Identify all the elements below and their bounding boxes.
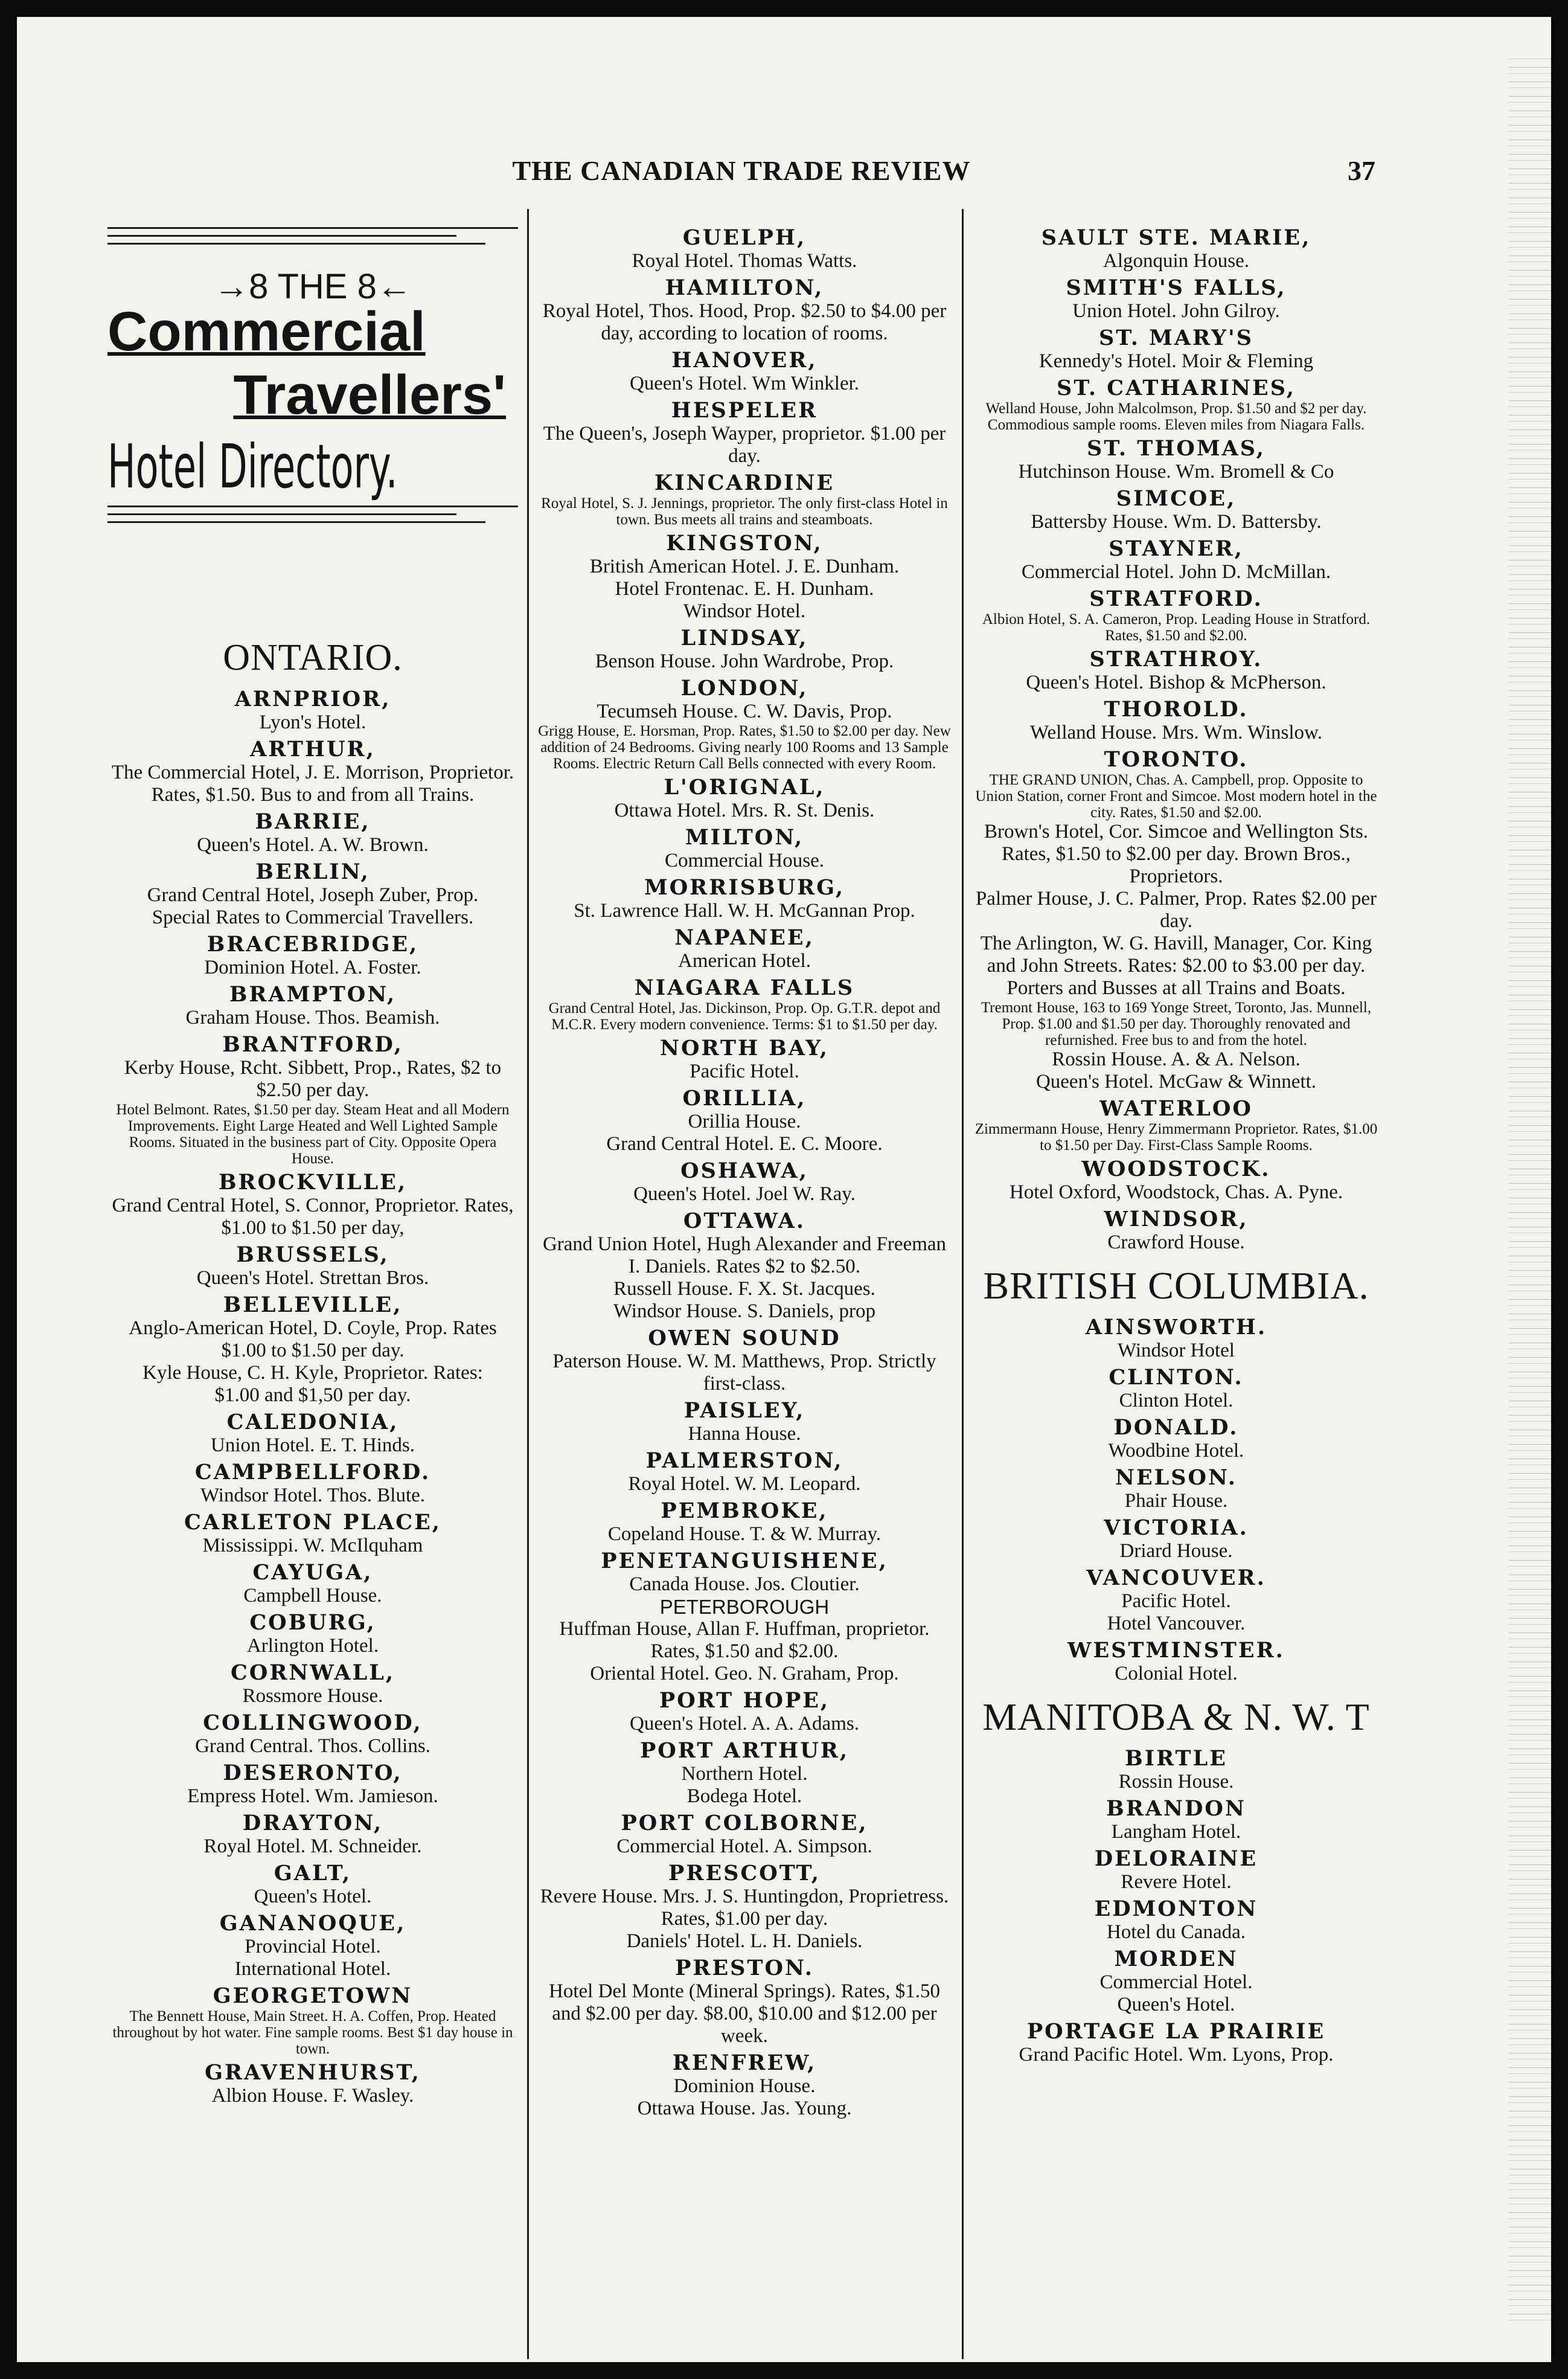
town-heading: CARLETON PLACE, [184, 1510, 441, 1535]
hotel-listing: Hotel Vancouver. [1107, 1613, 1246, 1634]
directory-entry [107, 1761, 518, 1808]
directory-entry [107, 1033, 518, 1102]
hotel-listing: Kerby House, Rcht. Sibbett, Prop., Rates, $2 to $2.50 per day. [124, 1057, 502, 1101]
banner-travellers: Travellers' [233, 364, 506, 426]
hotel-listing: $1.00 and $1,50 per day. [214, 1384, 411, 1406]
hotel-listing: Daniels' Hotel. L. H. Daniels. [626, 1930, 863, 1952]
town-heading: CAMPBELLFORD. [194, 1460, 431, 1485]
hotel-listing: Mississippi. W. McIlquham [202, 1535, 423, 1556]
town-heading: L'ORIGNAL, [664, 775, 825, 800]
hotel-listing: Empress Hotel. Wm. Jamieson. [187, 1785, 438, 1807]
directory-entry [971, 1639, 1381, 1685]
hotel-listing: Crawford House. [1107, 1231, 1245, 1253]
directory-entry [107, 933, 518, 979]
hotel-advert: Grand Central Hotel, Jas. Dickinson, Prop. Op. G.T.R. depot and M.C.R. Every modern convenience. Terms: $1 to $1.50 per day. [548, 1000, 941, 1033]
hotel-listing: Dominion House. [673, 2075, 816, 2097]
directory-entry [536, 276, 953, 345]
town-heading: MORRISBURG, [644, 875, 845, 900]
directory-entry [971, 376, 1381, 433]
directory-entry [971, 587, 1381, 644]
town-heading: GANANOQUE, [219, 1911, 406, 1936]
hotel-listing: Benson House. John Wardrobe, Prop. [595, 650, 894, 672]
town-heading: ARTHUR, [250, 737, 376, 762]
hotel-listing: Queen's Hotel. [1117, 1994, 1235, 2015]
hotel-listing: Rossin House. [1118, 1771, 1234, 1793]
town-heading: GRAVENHURST, [205, 2060, 421, 2085]
hotel-listing: Commercial Hotel. John D. McMillan. [1021, 561, 1331, 583]
hotel-listing: Revere Hotel. [1121, 1871, 1232, 1893]
town-heading: OSHAWA, [680, 1158, 808, 1183]
directory-entry [971, 326, 1381, 373]
directory-entry [107, 1170, 518, 1239]
town-heading: VICTORIA. [1104, 1515, 1249, 1540]
hotel-advert: Tremont House, 163 to 169 Yonge Street, Toronto, Jas. Munnell, Prop. $1.00 and $1.50 per day. Thoroughly renovated and refurnished. Free bus to and from the hotel. [981, 1000, 1372, 1048]
hotel-listing: Algonquin House. [1103, 250, 1249, 272]
directory-entry [971, 1847, 1381, 1893]
directory-entry [536, 399, 953, 467]
hotel-advert: The Bennett House, Main Street. H. A. Coffen, Prop. Heated throughout by hot water. Fine sample rooms. Best $1 day house in town. [112, 2008, 513, 2057]
directory-entry [536, 1209, 953, 1323]
page-header [107, 155, 1375, 191]
directory-entry [971, 1366, 1381, 1412]
directory-entry [971, 1071, 1381, 1093]
hotel-listing: Woodbine Hotel. [1108, 1440, 1244, 1462]
town-heading: CAYUGA, [252, 1560, 373, 1585]
directory-entry [536, 876, 953, 922]
directory-entry [536, 348, 953, 395]
hotel-listing: Royal Hotel, Thos. Hood, Prop. $2.50 to $4.00 per day, according to location of rooms. [542, 300, 947, 344]
hotel-listing: Revere House. Mrs. J. S. Huntingdon, Proprietress. Rates, $1.00 per day. [540, 1886, 949, 1930]
town-heading: AINSWORTH. [1085, 1315, 1267, 1340]
town-heading: CALEDONIA, [226, 1410, 399, 1434]
hotel-listing: Commercial House. [665, 850, 824, 872]
town-heading: DELORAINE [1094, 1846, 1258, 1871]
town-heading: WOODSTOCK. [1081, 1157, 1271, 1181]
hotel-listing: Kyle House, C. H. Kyle, Proprietor. Rates: [142, 1362, 483, 1384]
town-heading: NAPANEE, [674, 925, 814, 950]
hotel-listing: Windsor Hotel. Thos. Blute. [200, 1485, 426, 1506]
town-heading: ST. MARY'S [1098, 326, 1254, 350]
directory-entry [971, 226, 1381, 272]
hotel-advert: Albion Hotel, S. A. Cameron, Prop. Leading House in Stratford. Rates, $1.50 and $2.00. [982, 611, 1371, 644]
directory-entry [971, 1157, 1381, 1204]
column-divider [527, 209, 529, 2359]
hotel-listing: Hotel du Canada. [1106, 1921, 1246, 1943]
binding-edge [1509, 53, 1551, 2326]
column-3 [971, 222, 1381, 2066]
town-heading: PORT HOPE, [659, 1688, 830, 1713]
town-heading: ARNPRIOR, [234, 687, 391, 711]
hotel-listing: Hotel Oxford, Woodstock, Chas. A. Pyne. [1009, 1181, 1343, 1203]
hotel-listing: Royal Hotel. W. M. Leopard. [628, 1473, 861, 1495]
directory-entry [971, 647, 1381, 694]
directory-entry [536, 626, 953, 673]
directory-banner [107, 227, 518, 626]
hotel-listing: Rossmore House. [242, 1685, 383, 1707]
hotel-listing: Campbell House. [243, 1585, 382, 1607]
hotel-listing: Brown's Hotel, Cor. Simcoe and Wellington Sts. Rates, $1.50 to $2.00 per day. Brown Bros., Proprietors. [984, 821, 1369, 887]
town-heading: KINGSTON, [666, 531, 823, 556]
region-heading: ONTARIO. [223, 637, 403, 678]
directory-entry [107, 1661, 518, 1707]
hotel-advert: THE GRAND UNION, Chas. A. Campbell, prop. Opposite to Union Station, corner Front and Simcoe. Most modern hotel in the city. Rates, $1.50 and $2.00. [975, 772, 1377, 821]
directory-entry [536, 1326, 953, 1395]
town-heading: NORTH BAY, [660, 1036, 829, 1061]
directory-entry [971, 1747, 1381, 1793]
hotel-listing: Windsor House. S. Daniels, prop [613, 1300, 876, 1322]
hotel-listing: Grand Pacific Hotel. Wm. Lyons, Prop. [1019, 2044, 1334, 2066]
hotel-listing: International Hotel. [234, 1958, 391, 1980]
directory-entry [107, 1561, 518, 1607]
town-heading: COLLINGWOOD, [203, 1710, 423, 1735]
directory-entry [536, 1861, 953, 1953]
banner-the: →8 THE 8← [214, 267, 412, 306]
hotel-listing: Langham Hotel. [1111, 1821, 1241, 1843]
town-heading: STRATFORD. [1089, 586, 1263, 611]
hotel-listing: Bodega Hotel. [686, 1785, 802, 1807]
directory-entry [971, 1097, 1381, 1154]
town-heading: DONALD. [1113, 1415, 1239, 1440]
hotel-listing: Paterson House. W. M. Matthews, Prop. Strictly first-class. [552, 1350, 936, 1395]
hotel-listing: Kennedy's Hotel. Moir & Fleming [1038, 350, 1314, 372]
directory-entry [971, 1466, 1381, 1512]
hotel-listing: Battersby House. Wm. D. Battersby. [1031, 511, 1322, 533]
town-heading: DRAYTON, [242, 1811, 383, 1835]
hotel-listing: Queen's Hotel. Bishop & McPherson. [1026, 672, 1326, 693]
town-heading: LONDON, [680, 676, 808, 701]
hotel-listing: Copeland House. T. & W. Murray. [607, 1523, 882, 1545]
directory-entry [536, 676, 953, 723]
directory-entry [971, 2020, 1381, 2066]
directory-entry [536, 1689, 953, 1735]
directory-entry [971, 1416, 1381, 1462]
hotel-listing: Grand Central Hotel, Joseph Zuber, Prop. [147, 884, 479, 906]
column-2 [536, 222, 953, 2120]
hotel-listing: Clinton Hotel. [1119, 1390, 1234, 1411]
directory-entry [971, 487, 1381, 533]
hotel-listing: Special Rates to Commercial Travellers. [152, 907, 474, 928]
hotel-listing: Union Hotel. John Gilroy. [1072, 300, 1280, 322]
hotel-listing: Colonial Hotel. [1115, 1663, 1238, 1684]
hotel-listing: The Arlington, W. G. Havill, Manager, Cor. King and John Streets. Rates: $2.00 to $3.00 per day. Porters and Busses at all Trains and Boats. [980, 933, 1372, 999]
hotel-listing: Union Hotel. E. T. Hinds. [211, 1434, 415, 1456]
hotel-listing: Northern Hotel. [681, 1763, 808, 1785]
directory-entry [107, 1912, 518, 1980]
hotel-listing: Windsor Hotel. [683, 600, 806, 622]
hotel-listing: Hanna House. [688, 1423, 801, 1445]
directory-entry [971, 437, 1381, 483]
hotel-listing: Dominion Hotel. A. Foster. [204, 957, 421, 978]
town-heading: WESTMINSTER. [1067, 1638, 1285, 1663]
directory-entry [536, 2051, 953, 2120]
directory-entry [536, 1087, 953, 1133]
directory-entry [536, 926, 953, 972]
directory-entry [107, 1811, 518, 1858]
directory-entry [971, 537, 1381, 583]
hotel-listing: Royal Hotel. Thomas Watts. [632, 250, 857, 272]
town-heading: WINDSOR, [1104, 1207, 1249, 1231]
town-heading: KINCARDINE [654, 470, 835, 495]
column-1-entries [107, 637, 518, 2107]
town-heading: PEMBROKE, [661, 1498, 828, 1523]
town-heading: GUELPH, [682, 225, 807, 250]
directory-entry [536, 471, 953, 528]
hotel-listing: Lyon's Hotel. [259, 711, 366, 733]
directory-entry [107, 1611, 518, 1657]
directory-entry [536, 775, 953, 822]
hotel-listing: Grand Central. Thos. Collins. [195, 1735, 430, 1757]
hotel-listing: Oriental Hotel. Geo. N. Graham, Prop. [590, 1663, 899, 1684]
hotel-listing: The Commercial Hotel, J. E. Morrison, Proprietor. Rates, $1.50. Bus to and from all Trains. [111, 762, 514, 806]
town-heading: BELLEVILLE, [223, 1292, 403, 1317]
town-heading: LINDSAY, [680, 626, 808, 650]
hotel-listing: Provincial Hotel. [245, 1936, 381, 1957]
directory-entry [536, 826, 953, 872]
hotel-listing: Rossin House. A. & A. Nelson. [1052, 1048, 1301, 1070]
hotel-listing: Queen's Hotel. Strettan Bros. [196, 1267, 429, 1289]
page-number: 37 [1348, 155, 1375, 186]
town-heading: PRESCOTT, [668, 1861, 821, 1886]
town-heading: VANCOUVER. [1086, 1565, 1266, 1590]
directory-entry [107, 1102, 518, 1167]
hotel-listing: Palmer House, J. C. Palmer, Prop. Rates $2.00 per day. [975, 888, 1377, 932]
hotel-listing: Hotel Del Monte (Mineral Springs). Rates, $1.50 and $2.00 per day. $8.00, $10.00 and $12.00 per week. [549, 1980, 940, 2047]
column-divider [962, 209, 964, 2359]
directory-entry [536, 1133, 953, 1155]
hotel-listing: Orillia House. [688, 1111, 801, 1132]
region-heading: MANITOBA & N. W. T [982, 1695, 1370, 1738]
directory-entry [536, 1159, 953, 1206]
hotel-listing: Anglo-American Hotel, D. Coyle, Prop. Rates $1.00 to $1.50 per day. [129, 1317, 497, 1361]
town-heading: CLINTON. [1109, 1365, 1244, 1390]
hotel-listing: Queen's Hotel. McGaw & Winnett. [1035, 1071, 1317, 1093]
hotel-listing: Canada House. Jos. Cloutier. [629, 1573, 860, 1595]
directory-entry [107, 1460, 518, 1507]
town-heading: BARRIE, [255, 809, 371, 834]
directory-entry [107, 1711, 518, 1758]
hotel-listing: Driard House. [1119, 1540, 1233, 1562]
town-heading: WATERLOO [1099, 1096, 1253, 1121]
directory-entry [536, 226, 953, 272]
hotel-advert: Hotel Belmont. Rates, $1.50 per day. Steam Heat and all Modern Improvements. Eight Large Heated and Well Lighted Sample Rooms. Situated in the business part of City. Opposite Opera House. [116, 1102, 510, 1167]
hotel-listing: British American Hotel. J. E. Dunham. [589, 556, 900, 577]
hotel-listing: Arlington Hotel. [246, 1635, 379, 1657]
town-heading: BRANTFORD, [222, 1032, 403, 1057]
town-heading: GEORGETOWN [213, 1983, 413, 2008]
hotel-listing: The Queen's, Joseph Wayper, proprietor. $1.00 per day. [543, 423, 946, 467]
town-heading: PALMERSTON, [645, 1448, 843, 1473]
directory-entry [971, 1048, 1381, 1071]
hotel-advert: Grigg House, E. Horsman, Prop. Rates, $1.50 to $2.00 per day. New addition of 24 Bedrooms. Giving nearly 100 Rooms and 13 Sample Rooms. Electric Return Call Bells connected with every Room. [538, 723, 951, 772]
town-heading: ST. CATHARINES, [1057, 376, 1296, 400]
directory-entry [536, 1036, 953, 1083]
hotel-advert: Welland House, John Malcolmson, Prop. $1.50 and $2 per day. Commodious sample rooms. Eleven miles from Niagara Falls. [985, 400, 1367, 433]
banner-hotel-directory: Hotel Directory. [107, 431, 398, 502]
town-heading: DESERONTO, [223, 1761, 403, 1785]
directory-entry [971, 1000, 1381, 1048]
hotel-listing: Russell House. F. X. St. Jacques. [613, 1278, 875, 1300]
directory-entry [536, 1399, 953, 1445]
hotel-listing: Tecumseh House. C. W. Davis, Prop. [597, 701, 892, 722]
hotel-listing: Phair House. [1124, 1490, 1228, 1512]
hotel-listing: Grand Central Hotel, S. Connor, Proprietor. Rates, $1.00 to $1.50 per day, [112, 1195, 514, 1239]
hotel-listing: American Hotel. [678, 950, 811, 972]
directory-entry [107, 1243, 518, 1289]
hotel-listing: Commercial Hotel. [1099, 1971, 1253, 1993]
town-heading: GALT, [274, 1861, 352, 1886]
directory-entry [536, 531, 953, 623]
directory-entry [107, 737, 518, 806]
banner-rules-bottom [107, 506, 518, 542]
hotel-listing: Hutchinson House. Wm. Bromell & Co [1018, 461, 1334, 483]
town-heading: RENFREW, [672, 2050, 817, 2075]
column-2-entries [536, 226, 953, 2120]
town-heading: ST. THOMAS, [1087, 436, 1266, 461]
hotel-listing: Ottawa House. Jas. Young. [637, 2098, 852, 2119]
hotel-listing: St. Lawrence Hall. W. H. McGannan Prop. [574, 900, 915, 922]
town-heading: ORILLIA, [682, 1086, 807, 1111]
banner-commercial: Commercial [107, 301, 426, 362]
town-heading: PORTAGE LA PRAIRIE [1026, 2019, 1326, 2044]
region-heading: BRITISH COLUMBIA. [983, 1264, 1369, 1307]
hotel-advert: Royal Hotel, S. J. Jennings, proprietor. The only first-class Hotel in town. Bus meets all trains and steamboats. [541, 495, 948, 528]
town-heading: HAMILTON, [665, 275, 824, 300]
town-heading: THOROLD. [1104, 697, 1249, 722]
town-heading: MORDEN [1114, 1947, 1238, 1971]
directory-entry [971, 1207, 1381, 1254]
directory-entry [536, 1811, 953, 1858]
directory-entry [107, 687, 518, 734]
directory-entry [536, 1956, 953, 2047]
town-heading: SMITH'S FALLS, [1066, 275, 1287, 300]
directory-entry [107, 1984, 518, 2057]
town-heading: BRAMPTON, [229, 982, 397, 1007]
town-heading: STAYNER, [1109, 536, 1244, 561]
town-heading: OTTAWA. [683, 1209, 806, 1233]
page-title: THE CANADIAN TRADE REVIEW [512, 155, 971, 186]
town-heading: NELSON. [1115, 1465, 1237, 1490]
directory-entry [107, 1410, 518, 1457]
town-heading: BRUSSELS, [236, 1242, 389, 1267]
hotel-listing: Queen's Hotel. Wm Winkler. [629, 373, 860, 394]
directory-entry [536, 1739, 953, 1808]
directory-entry [107, 1861, 518, 1908]
town-heading: BIRTLE [1125, 1746, 1227, 1771]
town-heading: PAISLEY, [683, 1398, 805, 1423]
hotel-listing: Ottawa Hotel. Mrs. R. St. Denis. [614, 800, 875, 821]
hotel-advert: Zimmermann House, Henry Zimmermann Proprietor. Rates, $1.00 to $1.50 per Day. First-Class Sample Rooms. [974, 1121, 1378, 1154]
town-heading: BRANDON [1106, 1796, 1246, 1821]
town-heading: HANOVER, [671, 348, 818, 373]
column-3-entries [971, 226, 1381, 2066]
town-heading: OWEN SOUND [648, 1326, 841, 1350]
town-heading: BERLIN, [255, 859, 370, 884]
hotel-listing: Queen's Hotel. Joel W. Ray. [633, 1183, 856, 1205]
hotel-listing: Pacific Hotel. [1121, 1590, 1231, 1612]
hotel-listing: Queen's Hotel. A. A. Adams. [630, 1713, 859, 1735]
banner-rules-top [107, 227, 518, 263]
hotel-listing: Windsor Hotel [1118, 1340, 1235, 1361]
hotel-listing: Commercial Hotel. A. Simpson. [616, 1835, 872, 1857]
town-heading: COBURG, [249, 1610, 376, 1635]
directory-entry [107, 860, 518, 929]
directory-entry [536, 723, 953, 772]
directory-entry [971, 698, 1381, 744]
directory-entry [971, 276, 1381, 323]
hotel-listing: Albion House. F. Wasley. [211, 2085, 414, 2107]
town-heading: CORNWALL, [230, 1660, 395, 1685]
town-heading: TORONTO. [1104, 747, 1249, 772]
directory-entry [107, 810, 518, 856]
hotel-listing: Grand Central Hotel. E. C. Moore. [606, 1133, 883, 1155]
hotel-listing: Welland House. Mrs. Wm. Winslow. [1030, 722, 1322, 743]
directory-entry [536, 1596, 953, 1685]
directory-entry [107, 2061, 518, 2107]
hotel-listing: Pacific Hotel. [690, 1061, 799, 1082]
town-heading: PRESTON. [675, 1956, 814, 1980]
directory-entry [971, 1566, 1381, 1635]
column-1 [107, 222, 518, 2107]
town-heading: BROCKVILLE, [218, 1170, 408, 1195]
town-heading: PORT ARTHUR, [639, 1738, 850, 1763]
town-heading: BRACEBRIDGE, [206, 932, 419, 957]
town-heading: SAULT STE. MARIE, [1041, 225, 1311, 250]
hotel-listing: Graham House. Thos. Beamish. [185, 1007, 440, 1029]
hotel-listing: Royal Hotel. M. Schneider. [203, 1835, 422, 1857]
town-heading: HESPELER [671, 398, 818, 423]
town-heading: MILTON, [685, 825, 804, 850]
directory-entry [971, 1797, 1381, 1843]
hotel-listing: Grand Union Hotel, Hugh Alexander and Freeman I. Daniels. Rates $2 to $2.50. [542, 1233, 947, 1277]
town-heading: NIAGARA FALLS [634, 975, 855, 1000]
newspaper-page [17, 17, 1551, 2362]
directory-entry [971, 748, 1381, 1000]
directory-entry [971, 1897, 1381, 1944]
directory-entry [536, 976, 953, 1033]
hotel-listing: Hotel Frontenac. E. H. Dunham. [615, 578, 874, 600]
town-heading: EDMONTON [1094, 1896, 1258, 1921]
town-heading: SIMCOE, [1116, 486, 1237, 511]
directory-entry [971, 1315, 1381, 1362]
directory-entry [971, 1947, 1381, 2016]
directory-entry [536, 1449, 953, 1495]
directory-entry [107, 983, 518, 1029]
town-heading: PENETANGUISHENE, [601, 1549, 888, 1573]
directory-entry [107, 1511, 518, 1557]
directory-entry [971, 1516, 1381, 1562]
hotel-listing: Huffman House, Allan F. Huffman, proprietor. Rates, $1.50 and $2.00. [559, 1618, 930, 1662]
town-heading: PETERBOROUGH [659, 1596, 830, 1618]
town-heading: PORT COLBORNE, [621, 1811, 868, 1835]
town-heading: STRATHROY. [1089, 647, 1263, 672]
directory-entry [536, 1499, 953, 1546]
directory-entry [107, 1293, 518, 1407]
directory-entry [536, 1549, 953, 1596]
hotel-listing: Queen's Hotel. A. W. Brown. [197, 834, 429, 856]
hotel-listing: Queen's Hotel. [254, 1886, 372, 1907]
